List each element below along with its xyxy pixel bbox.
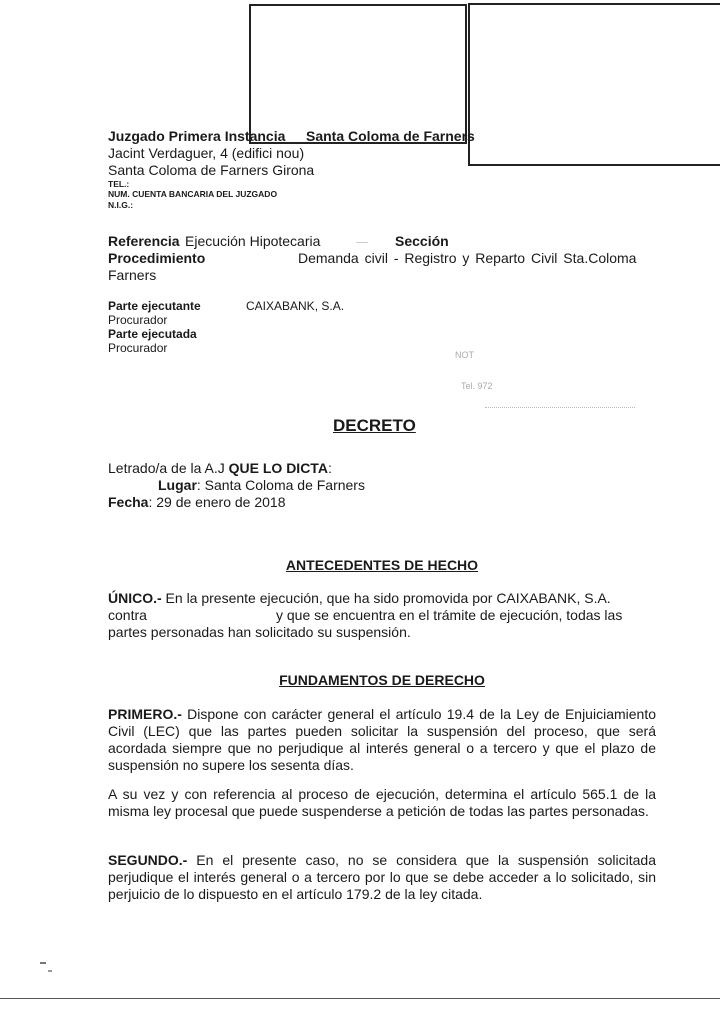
fecha-value: : 29 de enero de 2018 (148, 494, 286, 510)
segundo-label: SEGUNDO.- (108, 852, 188, 868)
unico-text-1: En la presente ejecución, que ha sido promovida por CAIXABANK, S.A. (161, 590, 611, 606)
scan-mark (40, 962, 46, 964)
address-line-2: Santa Coloma de Farners Girona (108, 162, 315, 178)
primero-text: Dispone con carácter general el artículo 19.4 de la Ley de Enjuiciamiento Civil (LEC) que las partes pueden solicitar la suspensión del proceso, que será acordada siempre que no perjudique al interés general o a tercero y que el plazo de suspensión no supere los sesenta días. (108, 706, 656, 773)
executed-party-label: Parte ejecutada (108, 327, 197, 341)
fundamentos-heading: FUNDAMENTOS DE DERECHO (279, 672, 485, 688)
redacted-box-left (249, 4, 467, 144)
procedure-label: Procedimiento (108, 250, 206, 266)
unico-line-2a: contra (108, 607, 147, 623)
unico-line-3: partes personadas han solicitado su suspensión. (108, 624, 411, 640)
court-name: Juzgado Primera Instancia (108, 128, 286, 144)
segundo-text: En el presente caso, no se considera que la suspensión solicitada perjudique el interés general o a tercero por lo que se debe acceder a lo solicitado, sin perjuicio de lo dispuesto en el artículo 179.2 de la ley citada. (108, 852, 656, 902)
lugar-label: Lugar (158, 477, 197, 493)
procedure-value-cont: Farners (108, 267, 157, 283)
decree-title: DECRETO (333, 416, 416, 435)
nig-label: N.I.G.: (108, 200, 134, 210)
fecha-line (108, 494, 285, 511)
lugar-value: : Santa Coloma de Farners (196, 477, 365, 493)
unico-line-1 (108, 590, 611, 607)
primero-label: PRIMERO.- (108, 706, 182, 722)
redaction-mark (356, 242, 368, 243)
reference-value: Ejecución Hipotecaria (185, 233, 321, 249)
tel-label: TEL.: (108, 179, 130, 189)
stamp-line (485, 407, 635, 408)
procurador-1: Procurador (108, 313, 168, 327)
address-line-1: Jacint Verdaguer, 4 (edifici nou) (108, 145, 305, 161)
segundo-paragraph (108, 852, 656, 903)
section-label: Sección (395, 233, 449, 249)
letrado-prefix: Letrado/a de la A.J (108, 460, 229, 476)
stamp-tel: Tel. 972 (461, 381, 493, 391)
unico-line-2b: y que se encuentra en el trámite de ejecución, todas las (276, 607, 623, 623)
executing-party-value: CAIXABANK, S.A. (246, 299, 345, 313)
antecedentes-heading: ANTECEDENTES DE HECHO (285, 557, 479, 573)
scan-mark-2 (48, 970, 52, 972)
account-label: NUM. CUENTA BANCARIA DEL JUZGADO (108, 189, 278, 199)
procurador-2: Procurador (108, 341, 168, 355)
procedure-value: Demanda civil - Registro y Reparto Civil Sta.Coloma (298, 250, 637, 266)
letrado-suffix: : (327, 460, 332, 476)
primero-paragraph (108, 706, 656, 774)
unico-label: ÚNICO.- (108, 590, 162, 606)
stamp-not: NOT (455, 350, 474, 360)
lugar-line (158, 477, 365, 494)
executing-party-label: Parte ejecutante (108, 299, 201, 313)
redacted-box-right (468, 3, 720, 166)
letrado-bold: QUE LO DICTA (228, 460, 328, 476)
reference-label: Referencia (108, 233, 180, 249)
fundamentos-paragraph-2: A su vez y con referencia al proceso de ejecución, determina el artículo 565.1 de la misma ley procesal que puede suspenderse a petición de todas las partes personadas. (108, 786, 656, 819)
letrado-line (108, 460, 332, 477)
bottom-rule (0, 998, 720, 999)
court-place: Santa Coloma de Farners (306, 128, 475, 144)
fecha-label: Fecha (108, 494, 149, 510)
